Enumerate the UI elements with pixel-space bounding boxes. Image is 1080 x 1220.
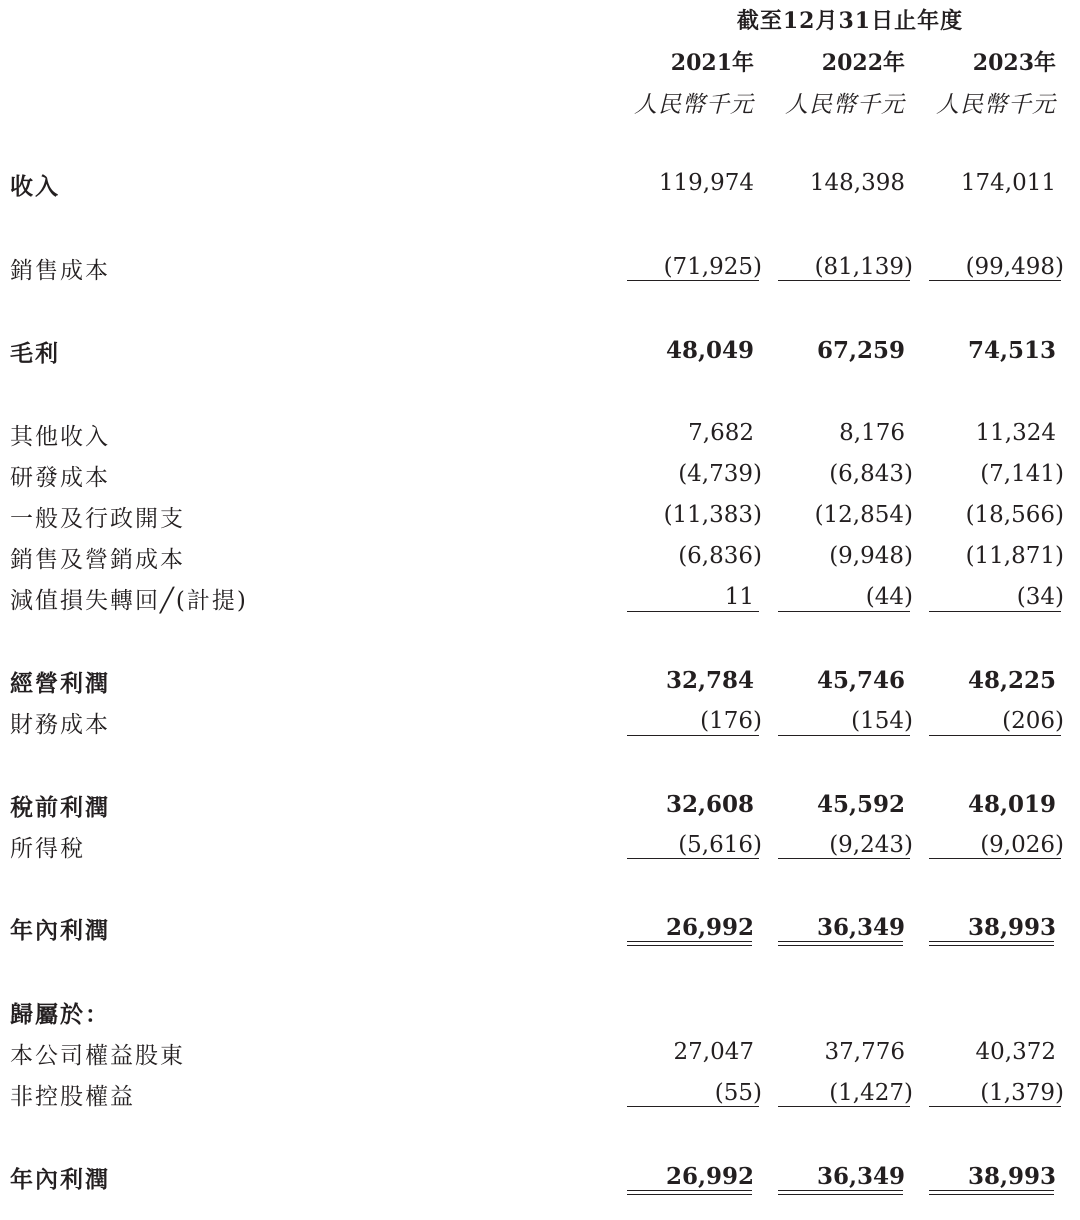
- profit-for-year-total-2021: 26,992: [665, 1163, 754, 1190]
- row-label-rnd-cost: 研發成本: [10, 465, 110, 491]
- subtotal-rule: [778, 735, 910, 736]
- column-year-2022: 2022年: [821, 50, 905, 76]
- finance-costs-2023: (206): [1002, 708, 1064, 734]
- column-unit-2023: 人民幣千元: [936, 92, 1056, 118]
- revenue-2022: 148,398: [809, 170, 905, 196]
- gross-profit-2021: 48,049: [665, 337, 754, 364]
- revenue-2021: 119,974: [658, 170, 754, 196]
- total-double-rule: [778, 941, 903, 946]
- total-double-rule: [929, 1190, 1054, 1195]
- total-double-rule: [627, 1190, 752, 1195]
- row-label-cost-of-sales: 銷售成本: [10, 258, 110, 284]
- subtotal-rule: [627, 1106, 759, 1107]
- admin-expenses-2021: (11,383): [663, 502, 762, 528]
- cost-of-sales-2021: (71,925): [663, 254, 762, 280]
- subtotal-rule: [929, 611, 1061, 612]
- row-label-other-income: 其他收入: [10, 424, 110, 450]
- row-label-profit-for-year: 年內利潤: [10, 917, 110, 944]
- selling-expenses-2021: (6,836): [678, 543, 762, 569]
- subtotal-rule: [929, 1106, 1061, 1107]
- revenue-2023: 174,011: [960, 170, 1056, 196]
- total-double-rule: [929, 941, 1054, 946]
- rnd-cost-2023: (7,141): [980, 461, 1064, 487]
- impairment-2022: (44): [865, 584, 913, 610]
- finance-costs-2022: (154): [851, 708, 913, 734]
- subtotal-rule: [929, 858, 1061, 859]
- cost-of-sales-2022: (81,139): [814, 254, 913, 280]
- subtotal-rule: [778, 1106, 910, 1107]
- row-label-selling-expenses: 銷售及營銷成本: [10, 547, 185, 573]
- admin-expenses-2022: (12,854): [814, 502, 913, 528]
- equity-shareholders-2023: 40,372: [975, 1039, 1056, 1065]
- other-income-2022: 8,176: [839, 420, 905, 446]
- profit-for-year-2021: 26,992: [665, 914, 754, 941]
- selling-expenses-2023: (11,871): [965, 543, 1064, 569]
- row-label-operating-profit: 經營利潤: [10, 670, 110, 697]
- subtotal-rule: [627, 858, 759, 859]
- non-controlling-2023: (1,379): [980, 1080, 1064, 1106]
- profit-before-tax-2023: 48,019: [967, 791, 1056, 818]
- row-label-finance-costs: 財務成本: [10, 712, 110, 738]
- subtotal-rule: [627, 280, 759, 281]
- profit-before-tax-2022: 45,592: [816, 791, 905, 818]
- operating-profit-2023: 48,225: [967, 667, 1056, 694]
- column-year-2021: 2021年: [670, 50, 754, 76]
- subtotal-rule: [627, 611, 759, 612]
- subtotal-rule: [929, 280, 1061, 281]
- row-label-impairment: 減值損失轉回╱(計提): [10, 588, 248, 614]
- subtotal-rule: [778, 858, 910, 859]
- row-label-admin-expenses: 一般及行政開支: [10, 506, 185, 532]
- income-tax-2022: (9,243): [829, 832, 913, 858]
- row-label-non-controlling: 非控股權益: [10, 1084, 135, 1110]
- profit-for-year-2022: 36,349: [816, 914, 905, 941]
- subtotal-rule: [778, 280, 910, 281]
- profit-for-year-total-2023: 38,993: [967, 1163, 1056, 1190]
- row-label-attributable-to: 歸屬於：: [10, 1001, 110, 1028]
- subtotal-rule: [627, 735, 759, 736]
- finance-costs-2021: (176): [700, 708, 762, 734]
- operating-profit-2021: 32,784: [665, 667, 754, 694]
- total-double-rule: [627, 941, 752, 946]
- profit-for-year-total-2022: 36,349: [816, 1163, 905, 1190]
- admin-expenses-2023: (18,566): [965, 502, 1064, 528]
- profit-before-tax-2021: 32,608: [665, 791, 754, 818]
- row-label-profit-before-tax: 稅前利潤: [10, 794, 110, 821]
- impairment-2023: (34): [1016, 584, 1064, 610]
- income-tax-2023: (9,026): [980, 832, 1064, 858]
- other-income-2023: 11,324: [975, 420, 1056, 446]
- non-controlling-2021: (55): [714, 1080, 762, 1106]
- row-label-profit-for-year-total: 年內利潤: [10, 1166, 110, 1193]
- income-tax-2021: (5,616): [678, 832, 762, 858]
- gross-profit-2023: 74,513: [967, 337, 1056, 364]
- column-unit-2021: 人民幣千元: [634, 92, 754, 118]
- row-label-income-tax: 所得稅: [10, 836, 85, 862]
- subtotal-rule: [778, 611, 910, 612]
- gross-profit-2022: 67,259: [816, 337, 905, 364]
- selling-expenses-2022: (9,948): [829, 543, 913, 569]
- operating-profit-2022: 45,746: [816, 667, 905, 694]
- non-controlling-2022: (1,427): [829, 1080, 913, 1106]
- cost-of-sales-2023: (99,498): [965, 254, 1064, 280]
- equity-shareholders-2021: 27,047: [673, 1039, 754, 1065]
- row-label-equity-shareholders: 本公司權益股東: [10, 1043, 185, 1069]
- row-label-revenue: 收入: [10, 173, 60, 200]
- subtotal-rule: [929, 735, 1061, 736]
- equity-shareholders-2022: 37,776: [824, 1039, 905, 1065]
- other-income-2021: 7,682: [688, 420, 754, 446]
- column-year-2023: 2023年: [972, 50, 1056, 76]
- period-heading: 截至12月31日止年度: [736, 8, 964, 34]
- column-unit-2022: 人民幣千元: [785, 92, 905, 118]
- profit-for-year-2023: 38,993: [967, 914, 1056, 941]
- impairment-2021: 11: [724, 584, 754, 610]
- total-double-rule: [778, 1190, 903, 1195]
- rnd-cost-2021: (4,739): [678, 461, 762, 487]
- row-label-gross-profit: 毛利: [10, 340, 60, 367]
- rnd-cost-2022: (6,843): [829, 461, 913, 487]
